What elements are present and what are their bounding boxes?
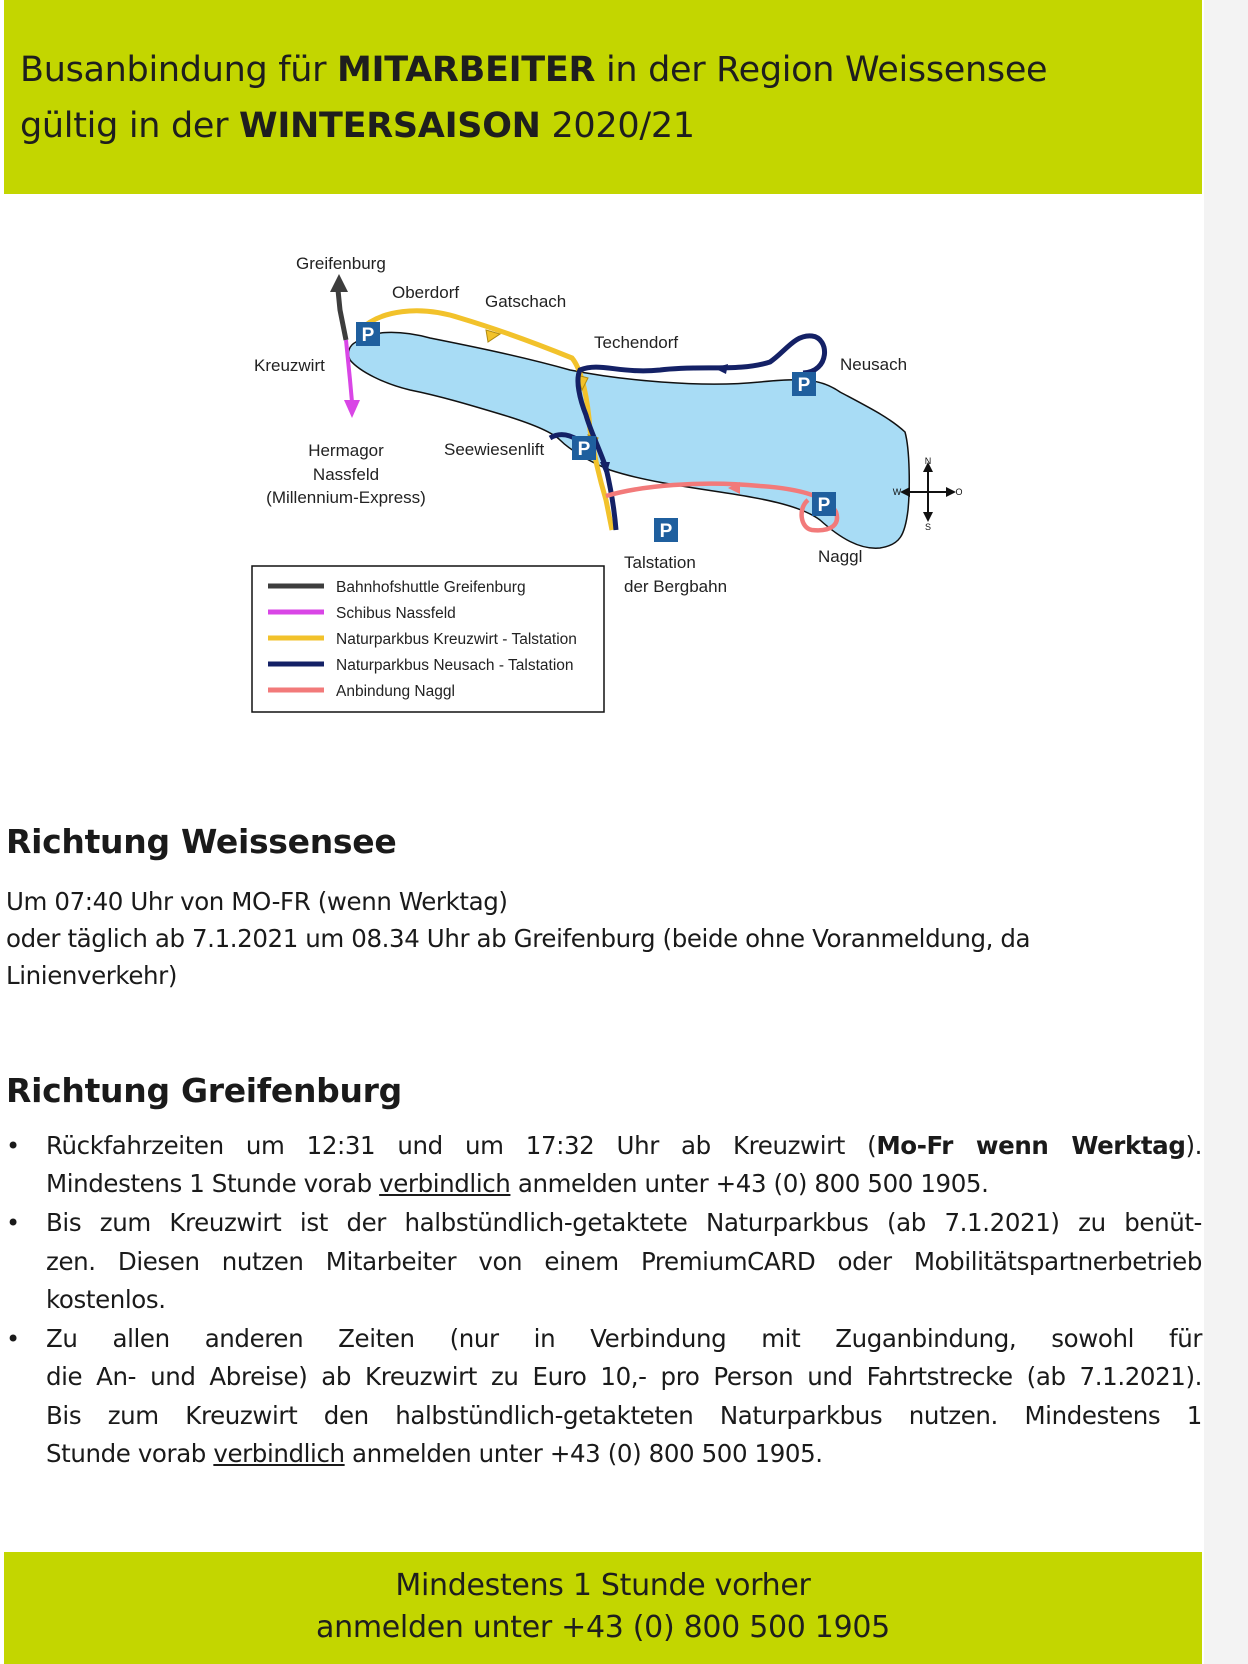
compass-south-label: S [924,522,932,532]
bullet-3-line-1: Zu allen anderen Zeiten (nur in Verbindung mit Zuganbindung, sowohl für [46,1324,1202,1353]
label-der-bergbahn: der Bergbahn [624,577,728,596]
label-talstation: Talstation [624,553,696,572]
text: Mindestens 1 Stunde vorab [46,1169,380,1198]
bullet-2-line-1: Bis zum Kreuzwirt ist der halbstündlich-getaktete Naturparkbus (ab 7.1.2021) zu benüt- [46,1208,1202,1237]
header-bold-text: MITARBEITER [337,50,596,90]
footer-banner [4,1552,1202,1664]
label-hermagor: Hermagor [308,441,384,460]
parking-naggl [812,492,836,516]
bullet-icon: • [6,1325,21,1353]
weissensee-line: Um 07:40 Uhr von MO-FR (wenn Werktag) [6,887,508,916]
header-text: 2020/21 [540,106,695,146]
compass-north-label: N [924,456,932,466]
arrow-up-icon [330,274,348,292]
text: anmelden unter +43 (0) 800 500 1905. [510,1169,989,1198]
parking-talstation [654,518,678,542]
bullet-icon: • [6,1209,21,1237]
label-millennium-express: (Millennium-Express) [266,488,426,507]
underlined-text: verbindlich [213,1439,345,1468]
bold-text: Mo-Fr wenn Werktag [876,1131,1186,1160]
label-techendorf: Techendorf [594,333,679,352]
legend-item-anbindung-naggl: Anbindung Naggl [336,683,455,700]
parking-icon: P [361,325,375,346]
bullet-2-line-2: zen. Diesen nutzen Mitarbeiter von einem PremiumCARD oder Mobilitätspartnerbetrieb [46,1247,1202,1276]
compass-west-label: W [892,487,902,497]
header-title-line-1 [20,48,1047,92]
text: ). [1185,1131,1202,1160]
legend-item-naturparkbus-kreuzwirt: Naturparkbus Kreuzwirt - Talstation [336,631,577,648]
text: Rückfahrzeiten um 12:31 und um 17:32 Uhr ab Kreuzwirt ( [46,1131,877,1160]
text: anmelden unter +43 (0) 800 500 1905. [344,1439,823,1468]
header-text: Busanbindung für [20,50,338,90]
header-title-line-2 [20,104,695,148]
page-margin [1204,0,1248,1664]
compass-east-label: O [955,487,963,497]
parking-icon: P [797,375,811,396]
weissensee-line: Linienverkehr) [6,961,177,990]
label-nassfeld: Nassfeld [312,465,380,484]
header-bold-text: WINTERSAISON [239,106,541,146]
arrow-down-icon [344,400,360,418]
bullet-3-line-3: Bis zum Kreuzwirt den halbstündlich-getakteten Naturparkbus nutzen. Mindestens 1 [46,1401,1202,1430]
label-oberdorf: Oberdorf [392,283,460,302]
bullet-1-line-1 [46,1127,1202,1165]
bullet-1-line-2 [46,1165,1202,1203]
route-map [230,240,990,720]
label-kreuzwirt: Kreuzwirt [254,356,325,375]
label-seewiesenlift: Seewiesenlift [444,440,545,459]
bullet-icon: • [6,1132,21,1160]
header-banner [4,0,1202,194]
weissensee-line: oder täglich ab 7.1.2021 um 08.34 Uhr ab Greifenburg (beide ohne Voranmeldung, da [6,924,1031,953]
parking-icon: P [577,439,591,460]
parking-icon: P [817,495,831,516]
map-legend [252,566,604,712]
underlined-text: verbindlich [379,1169,511,1198]
bullet-2-line-3: kostenlos. [46,1285,166,1314]
footer-line-1: Mindestens 1 Stunde vorher [395,1568,811,1603]
parking-icon: P [659,521,673,542]
footer-line-2: anmelden unter +43 (0) 800 500 1905 [316,1610,890,1645]
heading-richtung-greifenburg: Richtung Greifenburg [6,1071,402,1110]
bullet-3-line-4 [46,1435,1202,1473]
parking-seewiesenlift [572,436,596,460]
label-gatschach: Gatschach [485,292,567,311]
legend-item-schibus: Schibus Nassfeld [336,605,456,622]
parking-neusach [792,372,816,396]
header-text: in der Region Weissensee [595,50,1048,90]
label-neusach: Neusach [840,355,908,374]
route-bahnhofshuttle [338,290,346,340]
parking-kreuzwirt [356,322,380,346]
bullet-3-line-2: die An- und Abreise) ab Kreuzwirt zu Euro 10,- pro Person und Fahrtstrecke (ab 7.1.2021). [46,1362,1202,1391]
label-naggl: Naggl [818,547,863,566]
label-greifenburg: Greifenburg [296,254,386,273]
header-text: gültig in der [20,106,240,146]
legend-item-bahnhofshuttle: Bahnhofshuttle Greifenburg [336,579,526,596]
legend-item-naturparkbus-neusach: Naturparkbus Neusach - Talstation [336,657,574,674]
heading-richtung-weissensee: Richtung Weissensee [6,822,397,861]
text: Stunde vorab [46,1439,214,1468]
